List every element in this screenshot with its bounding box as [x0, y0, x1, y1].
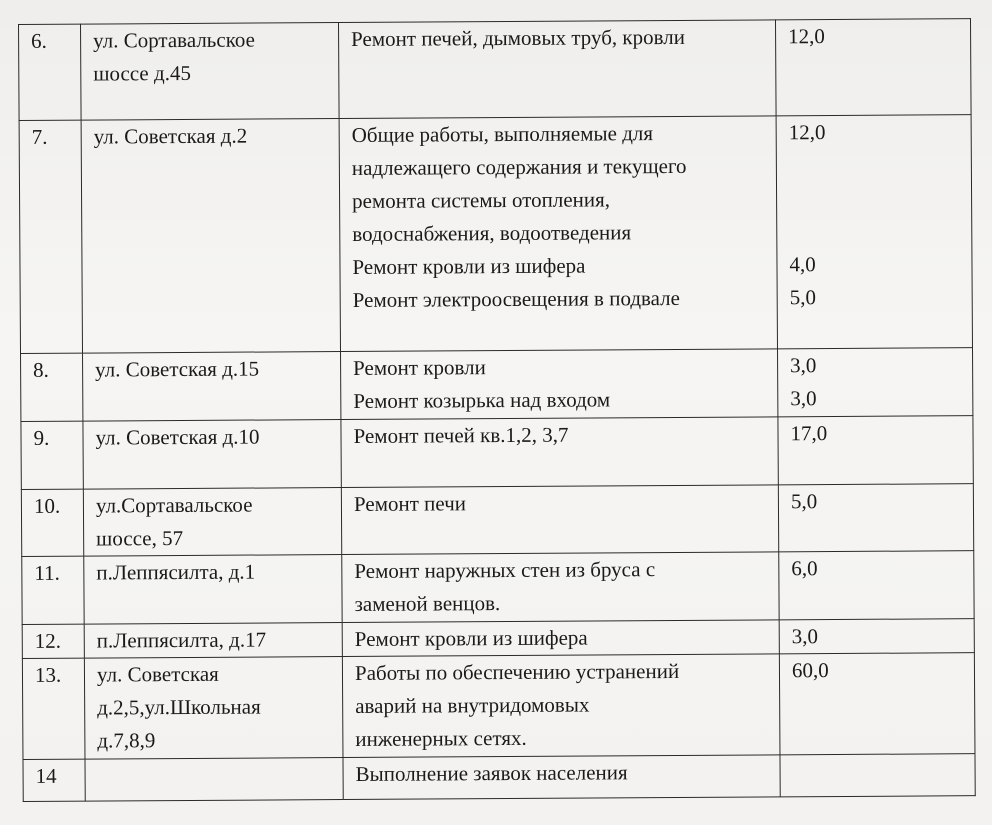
- row-number-text: 13.: [34, 662, 62, 687]
- cost-value: 12,0: [788, 120, 826, 145]
- address-cell: [84, 623, 342, 659]
- cost-value: 5,0: [790, 489, 818, 514]
- cost-cell: [777, 348, 972, 417]
- work-line: заменой венцов.: [354, 591, 501, 616]
- table-row: [19, 19, 972, 121]
- work-description-cell: [341, 349, 778, 420]
- cost-cell: [775, 19, 971, 116]
- address-line: шоссе, 57: [96, 526, 184, 551]
- cost-cell: [780, 754, 975, 797]
- cost-value: [789, 148, 961, 182]
- work-line: Ремонт козырька над входом: [353, 387, 611, 413]
- work-line: надлежащего содержания и текущего: [351, 153, 687, 180]
- row-number-text: 11.: [34, 560, 60, 585]
- address-cell: [85, 758, 343, 802]
- work-line: Ремонт кровли из шифера: [352, 253, 586, 279]
- row-number: [23, 759, 85, 801]
- row-number: [22, 658, 85, 759]
- address-line: шоссе д.45: [93, 60, 191, 86]
- cost-cell: [778, 416, 973, 485]
- row-number: [19, 120, 82, 353]
- work-line: Ремонт печи: [353, 491, 467, 516]
- table-row: [21, 348, 973, 422]
- row-number: [21, 353, 83, 421]
- cost-value: 60,0: [791, 658, 829, 683]
- address-cell: [83, 352, 341, 422]
- row-number-text: 7.: [31, 124, 48, 149]
- work-line: аварий на внутридомовых: [355, 692, 590, 718]
- table-row: [21, 484, 973, 557]
- cost-cell: [779, 619, 974, 654]
- work-line: инженерных сетях.: [355, 725, 527, 751]
- table-row: [21, 416, 973, 490]
- cost-value: [792, 754, 964, 788]
- cost-value: 17,0: [790, 421, 828, 446]
- cost-value: 12,0: [788, 24, 825, 49]
- cost-value: 4,0: [789, 252, 816, 277]
- address-line: д.7,8,9: [97, 728, 156, 753]
- cost-value: 3,0: [790, 386, 817, 411]
- row-number-text: 10.: [33, 493, 61, 518]
- row-number: [22, 624, 84, 658]
- address-cell: [83, 488, 341, 557]
- address-line: д.2,5,ул.Школьная: [97, 694, 261, 720]
- work-line: Общие работы, выполняемые для: [351, 121, 654, 147]
- cost-cell: [779, 551, 974, 620]
- work-description-cell: [338, 20, 776, 119]
- work-description-cell: [341, 485, 778, 555]
- row-number: [21, 489, 83, 556]
- row-number-text: 8.: [33, 357, 49, 382]
- work-line: Ремонт кровли: [353, 355, 486, 380]
- cost-value: 6,0: [791, 556, 818, 581]
- row-number-text: 6.: [31, 28, 47, 53]
- address-cell: [83, 420, 341, 490]
- row-number: [22, 556, 84, 624]
- table-row: [19, 115, 972, 354]
- work-description-cell: [339, 116, 777, 352]
- table-row: [22, 551, 974, 625]
- address-cell: [81, 119, 340, 354]
- row-number: [21, 421, 83, 489]
- row-number-text: 9.: [33, 425, 50, 450]
- address-line: ул.Сортавальское: [95, 492, 253, 518]
- cost-cell: [778, 484, 973, 552]
- row-number-text: 12.: [34, 628, 62, 653]
- address-cell: [84, 555, 342, 625]
- row-number-text: 14: [35, 763, 57, 788]
- work-description-cell: [342, 654, 780, 758]
- work-description-cell: [342, 620, 779, 657]
- cost-value: 5,0: [789, 285, 817, 310]
- cost-value: 3,0: [791, 624, 819, 649]
- address-line: п.Леппясилта, д.1: [96, 559, 256, 585]
- table-row: [23, 754, 975, 802]
- work-line: Ремонт кровли из шифера: [354, 625, 588, 651]
- work-description-cell: [341, 417, 778, 488]
- works-table: [18, 18, 976, 802]
- address-line: ул. Советская д.10: [95, 424, 260, 450]
- address-line: ул. Советская д.2: [93, 123, 248, 149]
- work-description-cell: [343, 755, 780, 800]
- work-line: ремонта системы отопления,: [352, 187, 611, 213]
- work-line: Ремонт печей, дымовых труб, кровли: [351, 24, 685, 51]
- cost-cell: [779, 653, 975, 755]
- address-cell: [81, 23, 340, 121]
- address-line: п.Леппясилта, д.17: [96, 627, 267, 653]
- work-line: Ремонт электроосвещения в подвале: [352, 285, 680, 312]
- work-line: Ремонт наружных стен из бруса с: [354, 557, 656, 583]
- row-number: [19, 24, 82, 120]
- table-row: [22, 619, 974, 659]
- work-line: Ремонт печей кв.1,2, 3,7: [353, 422, 569, 448]
- work-line: Работы по обеспечению устранений: [354, 658, 680, 685]
- address-cell: [84, 657, 343, 760]
- address-line: ул. Советская д.15: [95, 356, 260, 382]
- cost-value: 3,0: [790, 353, 817, 378]
- work-description-cell: [342, 552, 779, 623]
- cost-value: [789, 181, 961, 215]
- cost-value: [789, 214, 961, 248]
- work-line: Выполнение заявок населения: [355, 760, 628, 786]
- address-line: ул. Сортавальское: [93, 27, 255, 53]
- address-line: ул. Советская: [96, 661, 219, 687]
- cost-cell: [776, 115, 972, 349]
- work-line: водоснабжения, водоотведения: [352, 220, 632, 246]
- works-table-body: [19, 19, 976, 802]
- table-row: [22, 653, 975, 760]
- address-line: [97, 758, 332, 759]
